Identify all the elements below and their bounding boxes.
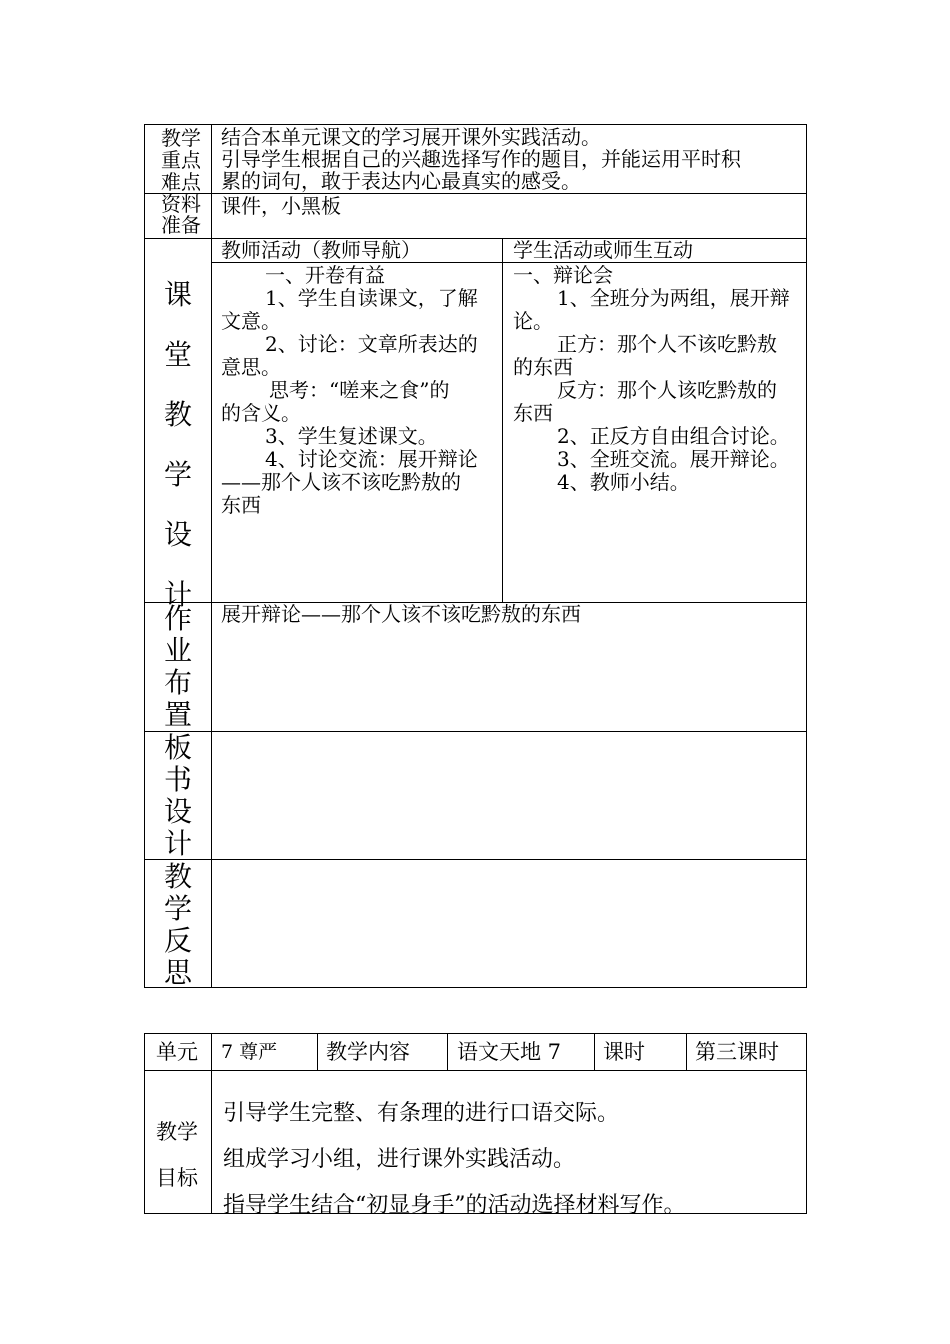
label-char: 思 <box>163 956 192 989</box>
period-label: 课时 <box>603 1040 645 1064</box>
label-char: 作 <box>163 602 192 635</box>
column-divider <box>594 1034 595 1070</box>
student-line: 3、全班交流。展开辩论。 <box>557 447 790 471</box>
unit-value: 7 尊严 <box>221 1041 278 1063</box>
label-char: 业 <box>163 634 192 667</box>
student-line: 的东西 <box>513 355 573 379</box>
student-activity-content <box>513 264 803 494</box>
student-line: 4、教师小结。 <box>557 470 690 494</box>
student-line: 一、辩论会 <box>513 263 613 287</box>
content-label: 教学内容 <box>326 1040 410 1064</box>
student-line: 反方：那个人该吃黔敖的 <box>557 378 777 402</box>
teacher-line: 文意。 <box>221 309 281 333</box>
label-char: 设 <box>163 795 192 828</box>
row-divider <box>145 731 806 732</box>
student-activity-header: 学生活动或师生互动 <box>513 238 693 262</box>
key-points-line: 结合本单元课文的学习展开课外实践活动。 <box>221 125 601 149</box>
label-char: 置 <box>163 698 192 731</box>
teacher-line: 意思。 <box>221 355 281 379</box>
reflection-label <box>145 861 211 989</box>
period-value: 第三课时 <box>695 1040 779 1064</box>
label-char: 堂 <box>163 338 192 371</box>
column-divider <box>447 1034 448 1070</box>
label-char: 教 <box>163 860 192 893</box>
materials-label <box>153 194 209 236</box>
label-line: 资料 <box>161 192 201 216</box>
student-line: 东西 <box>513 401 553 425</box>
student-line: 论。 <box>513 309 553 333</box>
teacher-line: 思考：“嗟来之食”的 <box>269 378 450 402</box>
label-line: 准备 <box>161 213 201 237</box>
materials-content: 课件，小黑板 <box>221 194 341 218</box>
teacher-line: 4、讨论交流：展开辩论 <box>265 447 478 471</box>
student-line: 2、正反方自由组合讨论。 <box>557 424 790 448</box>
teacher-activity-header: 教师活动（教师导航） <box>221 238 421 262</box>
unit-label: 单元 <box>156 1040 198 1064</box>
label-char: 学 <box>163 892 192 925</box>
teacher-line: 1、学生自读课文，了解 <box>265 286 478 310</box>
teacher-line: 东西 <box>221 493 261 517</box>
goals-label-line2: 目标 <box>156 1166 198 1190</box>
label-char: 板 <box>163 731 192 764</box>
label-char: 课 <box>163 278 192 311</box>
label-char: 设 <box>163 518 192 551</box>
label-line: 难点 <box>161 170 201 194</box>
label-char: 书 <box>163 763 192 796</box>
design-label <box>145 265 211 625</box>
student-line: 正方：那个人不该吃黔敖 <box>557 332 777 356</box>
column-divider <box>317 1034 318 1070</box>
teacher-line: 3、学生复述课文。 <box>265 424 438 448</box>
label-char: 计 <box>163 578 192 611</box>
label-char: 学 <box>163 458 192 491</box>
column-divider <box>211 1034 212 1213</box>
row-divider <box>145 1070 806 1071</box>
label-char: 布 <box>163 666 192 699</box>
column-divider <box>686 1034 687 1070</box>
student-line: 1、全班分为两组，展开辩 <box>557 286 790 310</box>
key-points-content <box>221 126 805 192</box>
homework-content: 展开辩论——那个人该不该吃黔敖的东西 <box>221 602 581 626</box>
lesson-info-table <box>144 1033 807 1218</box>
teacher-line: ——那个人该不该吃黔敖的 <box>221 470 461 494</box>
row-divider <box>145 859 806 860</box>
teacher-line: 2、讨论：文章所表达的 <box>265 332 478 356</box>
teacher-line: 的含义。 <box>221 401 301 425</box>
key-points-line: 累的词句，敢于表达内心最真实的感受。 <box>221 169 581 193</box>
column-divider <box>211 125 212 987</box>
board-design-label <box>145 732 211 860</box>
label-char: 教 <box>163 398 192 431</box>
goal-item: 组成学习小组，进行课外实践活动。 <box>223 1147 576 1172</box>
goal-item: 引导学生完整、有条理的进行口语交际。 <box>223 1101 620 1126</box>
label-char: 反 <box>163 924 192 957</box>
label-line: 教学 <box>161 126 201 150</box>
content-value: 语文天地 7 <box>457 1040 562 1064</box>
label-line: 重点 <box>161 148 201 172</box>
label-char: 计 <box>163 827 192 860</box>
goal-item: 指导学生结合“初显身手”的活动选择材料写作。 <box>223 1193 686 1218</box>
lesson-plan-table <box>144 124 807 988</box>
key-points-line: 引导学生根据自己的兴趣选择写作的题目，并能运用平时积 <box>221 147 741 171</box>
goals-label-line1: 教学 <box>156 1120 198 1144</box>
column-divider <box>502 238 503 602</box>
teacher-line: 一、开卷有益 <box>265 263 385 287</box>
homework-label <box>145 603 211 731</box>
teacher-activity-content <box>221 264 497 517</box>
key-points-label <box>153 127 209 193</box>
